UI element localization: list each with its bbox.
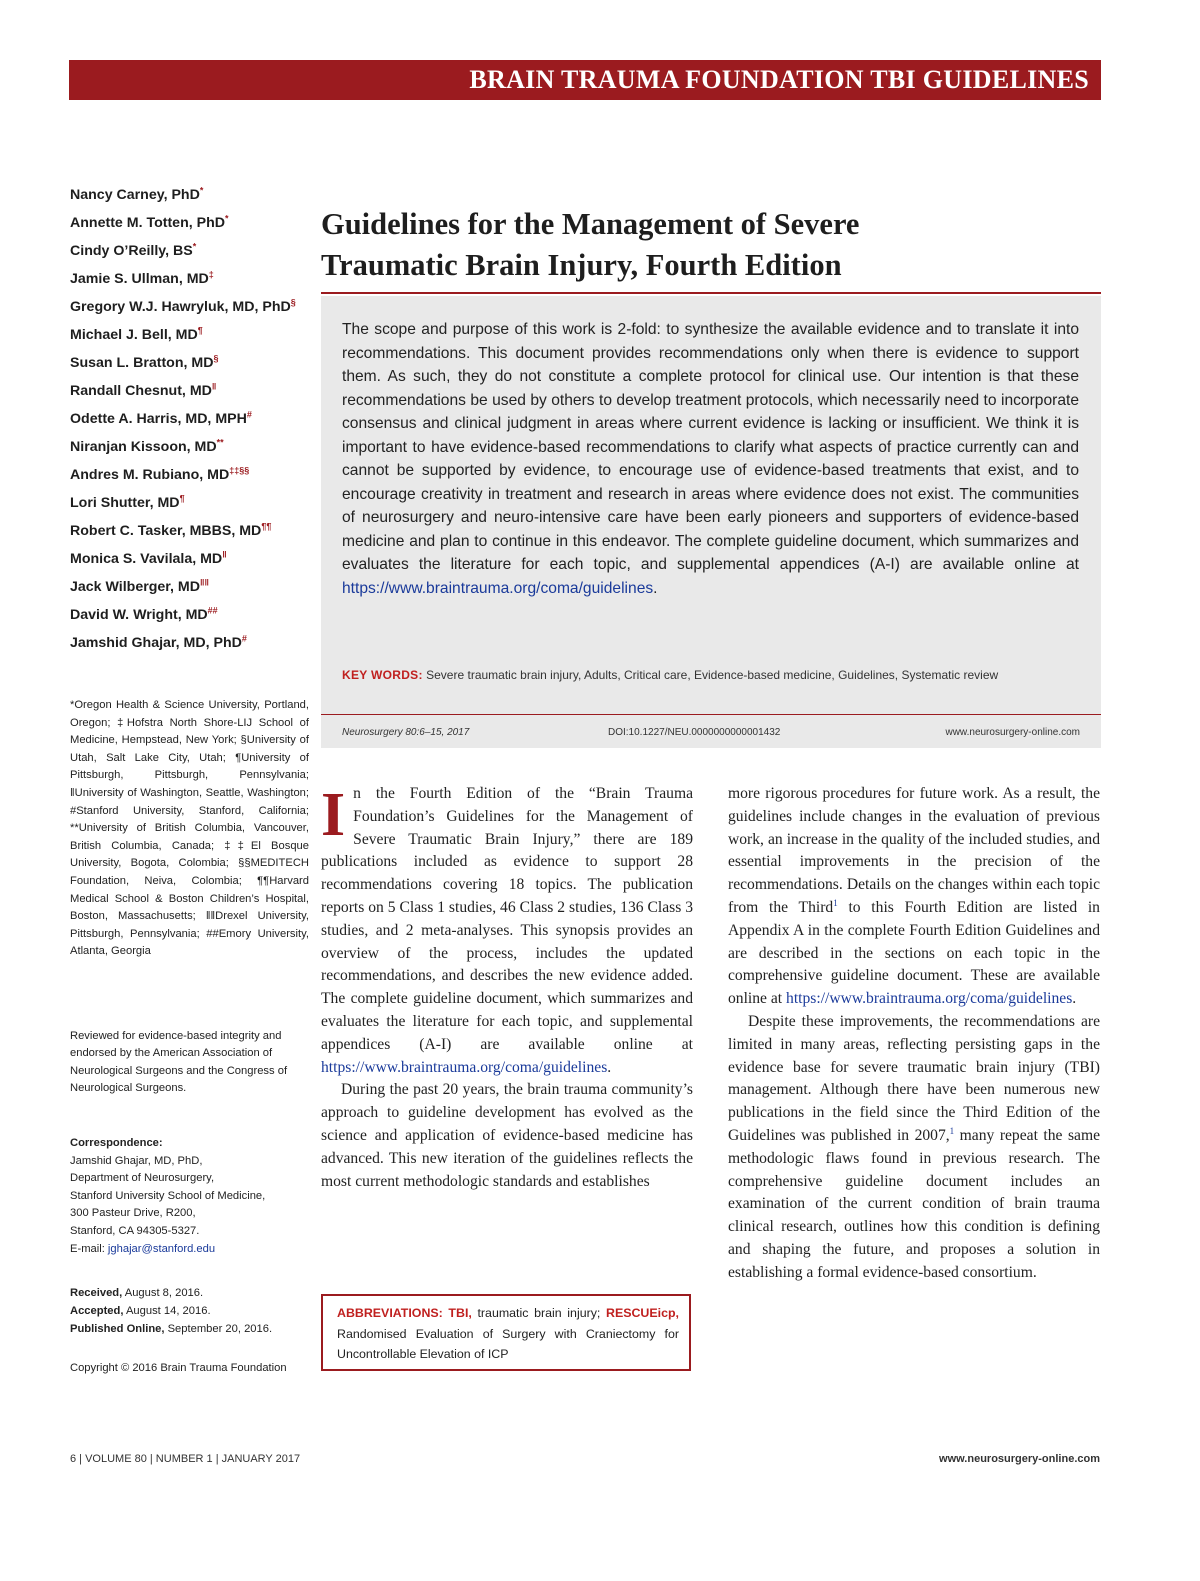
affiliations: *Oregon Health & Science University, Portland, Oregon; ‡Hofstra North Shore-LIJ School of Medicine, Hempstead, New York; §University of Utah, Salt Lake City, Utah; ¶University of Pittsburgh, Pittsburgh, Pennsylvania; ‖University of Washington, Seattle, Washington; #Stanford University, Stanford, California; **University of British Columbia, Vancouver, British Columbia, Canada; ‡‡El Bosque University, Bogota, Colombia; §§MEDITECH Foundation, Neiva, Colombia; ¶¶Harvard Medical School & Boston Children’s Hospital, Boston, Massachusetts; ‖‖Drexel University, Pittsburgh, Pennsylvania; ##Emory University, Atlanta, Georgia <box>70 699 309 958</box>
abstract: The scope and purpose of this work is 2-fold: to synthesize the available evidence and to translate it into recommendations. This document provides recommendations only when there is evidence to support them. As such, they do not constitute a complete protocol for clinical use. Our intention is that these recommendations be used by others to develop treatment protocols, which necessarily need to incorporate consensus and clinical judgment in areas where current evidence is lacking or insufficient. We think it is important to have evidence-based recommendations to clarify what aspects of practice currently can and cannot be supported by evidence, to encourage use of evidence-based treatments that exist, and to encourage creativity in treatment and research in areas where evidence does not exist. The communities of neurosurgery and neuro-intensive care have been early pioneers and supporters of evidence-based medicine and plan to continue in this endeavor. The complete guideline document, which summarizes and evaluates the literature for each topic, and supplemental appendices (A-I) are available online at https://www.braintrauma.org/coma/guidelines. <box>342 321 1079 597</box>
author-16: David W. Wright, MD## <box>70 605 218 623</box>
abstract-footer-divider <box>321 714 1101 715</box>
author-11: Andres M. Rubiano, MD‡‡§§ <box>70 465 250 483</box>
guidelines-link[interactable]: https://www.braintrauma.org/coma/guidelines <box>342 579 654 597</box>
body-column-2 <box>728 783 1100 1285</box>
body-column-1 <box>321 783 693 1193</box>
date-accepted: Accepted, August 14, 2016. <box>70 1305 211 1318</box>
correspondence <box>70 1135 309 1258</box>
author-4: Jamie S. Ullman, MD‡ <box>70 269 214 287</box>
email-link[interactable]: jghajar@stanford.edu <box>107 1242 216 1255</box>
author-1: Nancy Carney, PhD* <box>70 185 204 203</box>
author-10: Niranjan Kissoon, MD** <box>70 437 224 455</box>
reference-marker[interactable]: 1 <box>833 897 838 908</box>
author-list <box>70 181 315 657</box>
body-paragraph: During the past 20 years, the brain trauma community’s approach to guideline development has evolved as the science and application of evidence-based medicine has advanced. This new iteration of the guidelines reflects the most current methodologic standards and establishes <box>321 1081 693 1190</box>
author-6: Michael J. Bell, MD¶ <box>70 325 203 343</box>
author-7: Susan L. Bratton, MD§ <box>70 353 219 371</box>
author-13: Robert C. Tasker, MBBS, MD¶¶ <box>70 521 272 539</box>
correspondence-line: Stanford University School of Medicine, <box>70 1189 266 1202</box>
author-9: Odette A. Harris, MD, MPH# <box>70 409 252 427</box>
abstract-box <box>321 296 1101 748</box>
keywords: KEY WORDS: Severe traumatic brain injury, Adults, Critical care, Evidence-based medicine, Guidelines, Systematic review <box>342 668 999 682</box>
author-14: Monica S. Vavilala, MD‖ <box>70 549 227 567</box>
guidelines-link[interactable]: https://www.braintrauma.org/coma/guidelines <box>321 1058 608 1076</box>
journal-url[interactable]: www.neurosurgery-online.com <box>945 727 1080 738</box>
author-2: Annette M. Totten, PhD* <box>70 213 229 231</box>
abbreviations-box <box>321 1294 691 1371</box>
reference-marker[interactable]: 1 <box>949 1125 955 1136</box>
body-paragraph: more rigorous procedures for future work. As a result, the guidelines include changes in the evaluation of previous work, an increase in the quality of the included studies, and essential improvements in the precision of the recommendations. Details on the changes within each topic from the Third$^1$ to this Fourth Edition are listed in Appendix A in the complete Fourth Edition Guidelines and are described in the sections on each topic in the comprehensive guideline document. These are available online at https://www.braintrauma.org/coma/guidelines. <box>728 785 1100 1008</box>
correspondence-line: Stanford, CA 94305-5327. <box>70 1224 200 1237</box>
correspondence-line: Department of Neurosurgery, <box>70 1172 215 1185</box>
author-5: Gregory W.J. Hawryluk, MD, PhD§ <box>70 297 296 315</box>
body-paragraph: In the Fourth Edition of the “Brain Trauma Foundation’s Guidelines for the Management of Severe Traumatic Brain Injury,” there are 189 publications included as evidence to support 28 recommendations covering 18 topics. The publication reports on 5 Class 1 studies, 46 Class 2 studies, 136 Class 3 studies, and 2 meta-analyses. This synopsis provides an overview of the process, includes the updated recommendations, and describes the new evidence added. The complete guideline document, which summarizes and evaluates the literature for each topic, and supplemental appendices (A-I) are available online at https://www.braintrauma.org/coma/guidelines. <box>321 781 693 1076</box>
banner-title: BRAIN TRAUMA FOUNDATION TBI GUIDELINES <box>469 65 1089 94</box>
journal-banner <box>69 60 1101 100</box>
guidelines-link[interactable]: https://www.braintrauma.org/coma/guidelines <box>786 990 1073 1008</box>
author-12: Lori Shutter, MD¶ <box>70 493 185 511</box>
correspondence-line: Jamshid Ghajar, MD, PhD, <box>70 1154 203 1167</box>
drop-cap: I <box>321 781 346 849</box>
review-statement: Reviewed for evidence-based integrity and endorsed by the American Association of Neurological Surgeons and the Congress of Neurological Surgeons. <box>70 1030 288 1095</box>
body-paragraph: Despite these improvements, the recommendations are limited in many areas, reflecting persisting gaps in the evidence base for severe traumatic brain injury (TBI) management. Although there have been numerous new publications in the field since the Third Edition of the Guidelines was published in 2007,$^1$ many repeat the same methodologic flaws found in previous research. The comprehensive guideline document includes an examination of the current condition of brain trauma clinical research, outlines how this condition is defining and shaping the future, and proposes a solution in establishing a formal evidence-based consortium. <box>728 1012 1100 1281</box>
article-dates <box>70 1284 309 1339</box>
correspondence-label: Correspondence: <box>70 1137 163 1149</box>
author-15: Jack Wilberger, MD‖‖ <box>70 577 209 595</box>
doi[interactable]: DOI:10.1227/NEU.0000000000001432 <box>608 727 781 738</box>
article-title: Guidelines for the Management of Severe Traumatic Brain Injury, Fourth Edition <box>321 207 860 282</box>
title-divider <box>321 292 1101 294</box>
date-received: Received, August 8, 2016. <box>70 1287 204 1299</box>
author-8: Randall Chesnut, MD‖ <box>70 381 217 399</box>
page-footer-url[interactable]: www.neurosurgery-online.com <box>939 1453 1100 1465</box>
correspondence-line: 300 Pasteur Drive, R200, <box>70 1207 196 1220</box>
keywords-label: KEY WORDS: <box>342 668 423 682</box>
copyright: Copyright © 2016 Brain Trauma Foundation <box>70 1362 287 1374</box>
citation: Neurosurgery 80:6–15, 2017 <box>342 727 470 738</box>
date-published: Published Online, September 20, 2016. <box>70 1323 273 1336</box>
author-17: Jamshid Ghajar, MD, PhD# <box>70 633 247 651</box>
author-3: Cindy O’Reilly, BS* <box>70 241 197 259</box>
abbreviations: ABBREVIATIONS: TBI, traumatic brain injury; RESCUEicp, Randomised Evaluation of Surgery with Craniectomy for Uncontrollable Elevation of ICP <box>337 1306 679 1361</box>
page-footer-issue: 6 | VOLUME 80 | NUMBER 1 | JANUARY 2017 <box>70 1453 301 1465</box>
email-label: E-mail: <box>70 1242 108 1255</box>
